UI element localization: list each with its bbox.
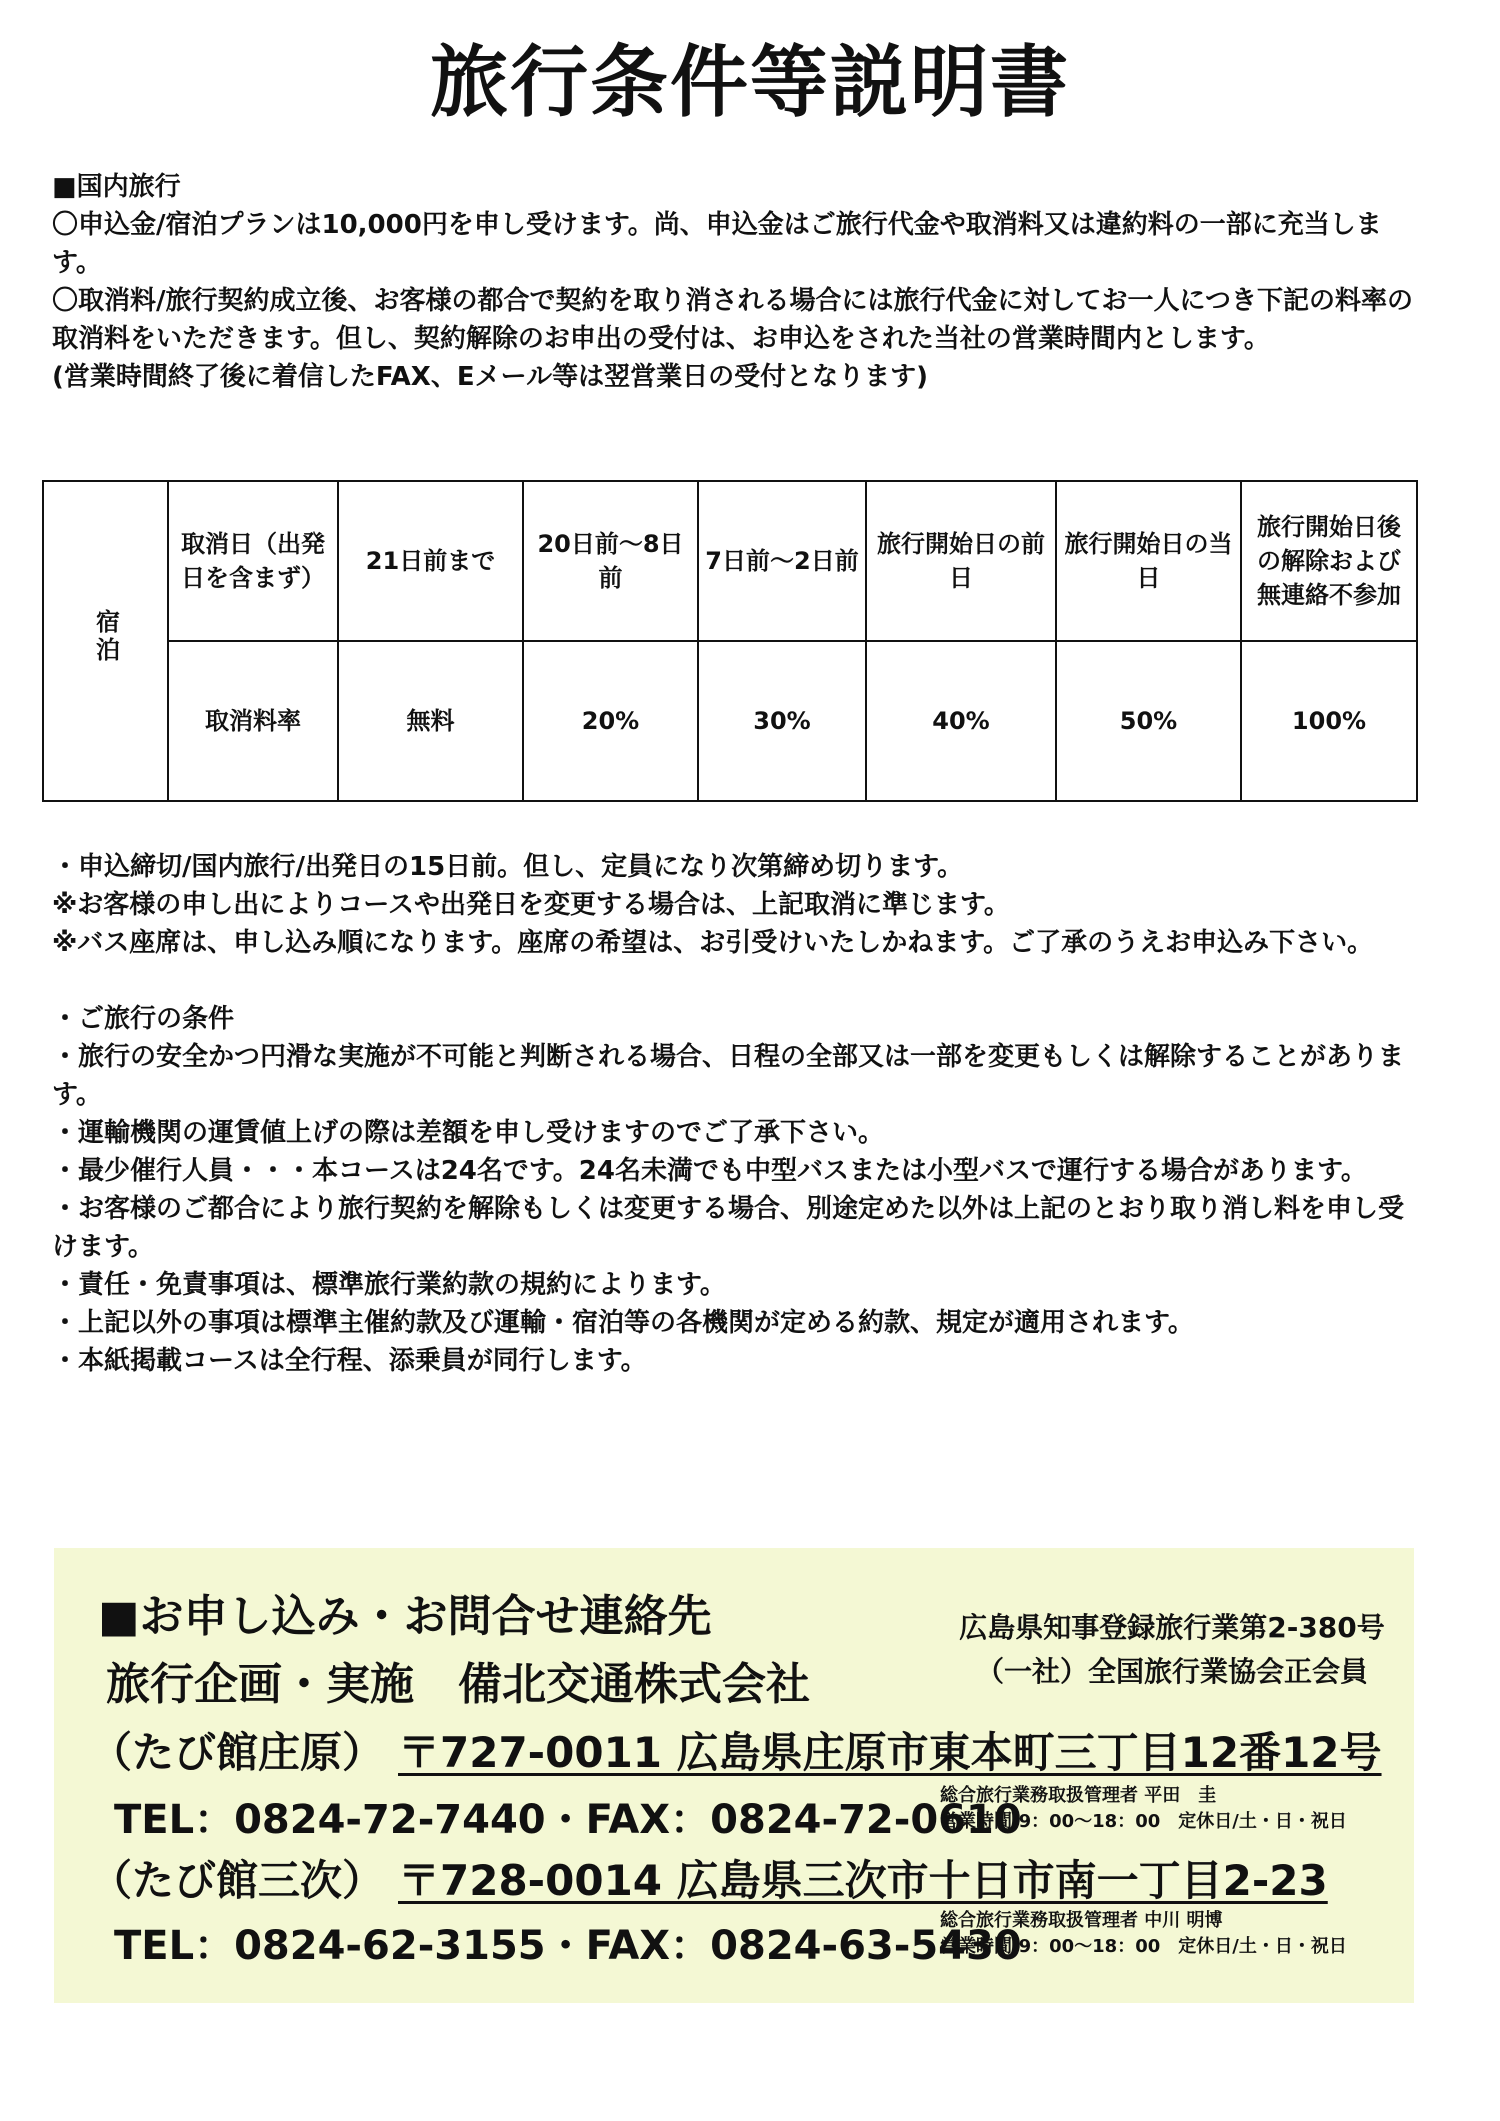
category-cell: 宿泊 — [43, 481, 168, 801]
company-name: 旅行企画・実施 備北交通株式会社 — [106, 1659, 810, 1710]
office-address: 〒727-0011 広島県庄原市東本町三丁目12番12号 — [398, 1728, 1382, 1777]
condition-line: ・お客様のご都合により旅行契約を解除もしくは変更する場合、別途定めた以外は上記のとおり取り消し料を申し受けます。 — [52, 1194, 1405, 1262]
table-row-fees — [43, 641, 1417, 801]
manager-name: 総合旅行業務取扱管理者 中川 明博 — [940, 1910, 1223, 1931]
contact-box — [54, 1548, 1414, 2003]
condition-line: ・上記以外の事項は標準主催約款及び運輸・宿泊等の各機関が定める約款、規定が適用されます。 — [52, 1308, 1194, 1338]
fee-cell: 40% — [866, 641, 1056, 801]
deposit-text: 〇申込金/宿泊プランは10,000円を申し受けます。尚、申込金はご旅行代金や取消料又は違約料の一部に充当します。 — [52, 210, 1382, 278]
fee-cell: 20% — [523, 641, 698, 801]
document-title: 旅行条件等説明書 — [429, 38, 1070, 128]
condition-line: ・運輸機関の運賃値上げの際は差額を申し受けますのでご了承下さい。 — [52, 1118, 885, 1148]
note-line: ・申込締切/国内旅行/出発日の15日前。但し、定員になり次第締め切ります。 — [52, 852, 964, 882]
office-address: 〒728-0014 広島県三次市十日市南一丁目2-23 — [398, 1856, 1328, 1905]
note-line: ※バス座席は、申し込み順になります。座席の希望は、お引受けいたしかねます。ご了承のうえお申込み下さい。 — [52, 928, 1374, 958]
cancellation-text: 〇取消料/旅行契約成立後、お客様の都合で契約を取り消される場合には旅行代金に対してお一人につき下記の料率の取消料をいただきます。但し、契約解除のお申出の受付は、お申込をされた当社の営業時間内とします。 — [52, 286, 1413, 354]
notes-section — [52, 848, 1422, 1380]
office-manager-info — [940, 1908, 1347, 1960]
period-cell: 7日前〜2日前 — [698, 481, 866, 641]
period-cell: 旅行開始日後の解除および無連絡不参加 — [1241, 481, 1417, 641]
registration-number: 広島県知事登録旅行業第2-380号 — [959, 1611, 1385, 1644]
business-hours: 営業時間/9：00〜18：00 定休日/土・日・祝日 — [940, 1936, 1347, 1957]
office-address-row — [90, 1720, 1382, 1780]
association-membership: （一社）全国旅行業協会正会員 — [975, 1655, 1368, 1688]
registration-info — [902, 1606, 1442, 1694]
office-address-row — [90, 1848, 1328, 1908]
office-phone-fax: TEL：0824-72-7440・FAX：0824-72-0610 — [114, 1797, 1022, 1843]
fee-cell: 100% — [1241, 641, 1417, 801]
condition-line: ・責任・免責事項は、標準旅行業約款の規約によります。 — [52, 1270, 726, 1300]
period-cell: 旅行開始日の前日 — [866, 481, 1056, 641]
table-row-periods — [43, 481, 1417, 641]
section-heading: ■国内旅行 — [52, 172, 181, 202]
row-label-fee: 取消料率 — [168, 641, 338, 801]
office-name: （たび館三次） — [90, 1856, 385, 1905]
condition-line: ・本紙掲載コースは全行程、添乗員が同行します。 — [52, 1346, 647, 1376]
fee-cell: 50% — [1056, 641, 1241, 801]
fee-cell: 30% — [698, 641, 866, 801]
condition-line: ・最少催行人員・・・本コースは24名です。24名未満でも中型バスまたは小型バスで運行する場合があります。 — [52, 1156, 1367, 1186]
cancellation-fee-table — [42, 480, 1418, 802]
office-phone-fax: TEL：0824-62-3155・FAX：0824-63-5430 — [114, 1923, 1022, 1969]
manager-name: 総合旅行業務取扱管理者 平田 圭 — [940, 1785, 1217, 1806]
after-hours-text: (営業時間終了後に着信したFAX、Eメール等は翌営業日の受付となります) — [52, 362, 928, 392]
business-hours: 営業時間/9：00〜18：00 定休日/土・日・祝日 — [940, 1811, 1347, 1832]
contact-heading: ■お申し込み・お問合せ連絡先 — [98, 1591, 712, 1642]
note-line: ※お客様の申し出によりコースや出発日を変更する場合は、上記取消に準じます。 — [52, 890, 1010, 920]
condition-line: ・旅行の安全かつ円滑な実施が不可能と判断される場合、日程の全部又は一部を変更もしくは解除することがあります。 — [52, 1042, 1405, 1110]
fee-cell: 無料 — [338, 641, 523, 801]
period-cell: 20日前〜8日前 — [523, 481, 698, 641]
period-cell: 21日前まで — [338, 481, 523, 641]
office-manager-info — [940, 1783, 1347, 1835]
intro-section — [52, 168, 1422, 396]
conditions-heading: ・ご旅行の条件 — [52, 1004, 235, 1034]
office-name: （たび館庄原） — [90, 1728, 385, 1777]
spacer — [52, 962, 1422, 1000]
row-label-date: 取消日（出発日を含まず） — [168, 481, 338, 641]
period-cell: 旅行開始日の当日 — [1056, 481, 1241, 641]
